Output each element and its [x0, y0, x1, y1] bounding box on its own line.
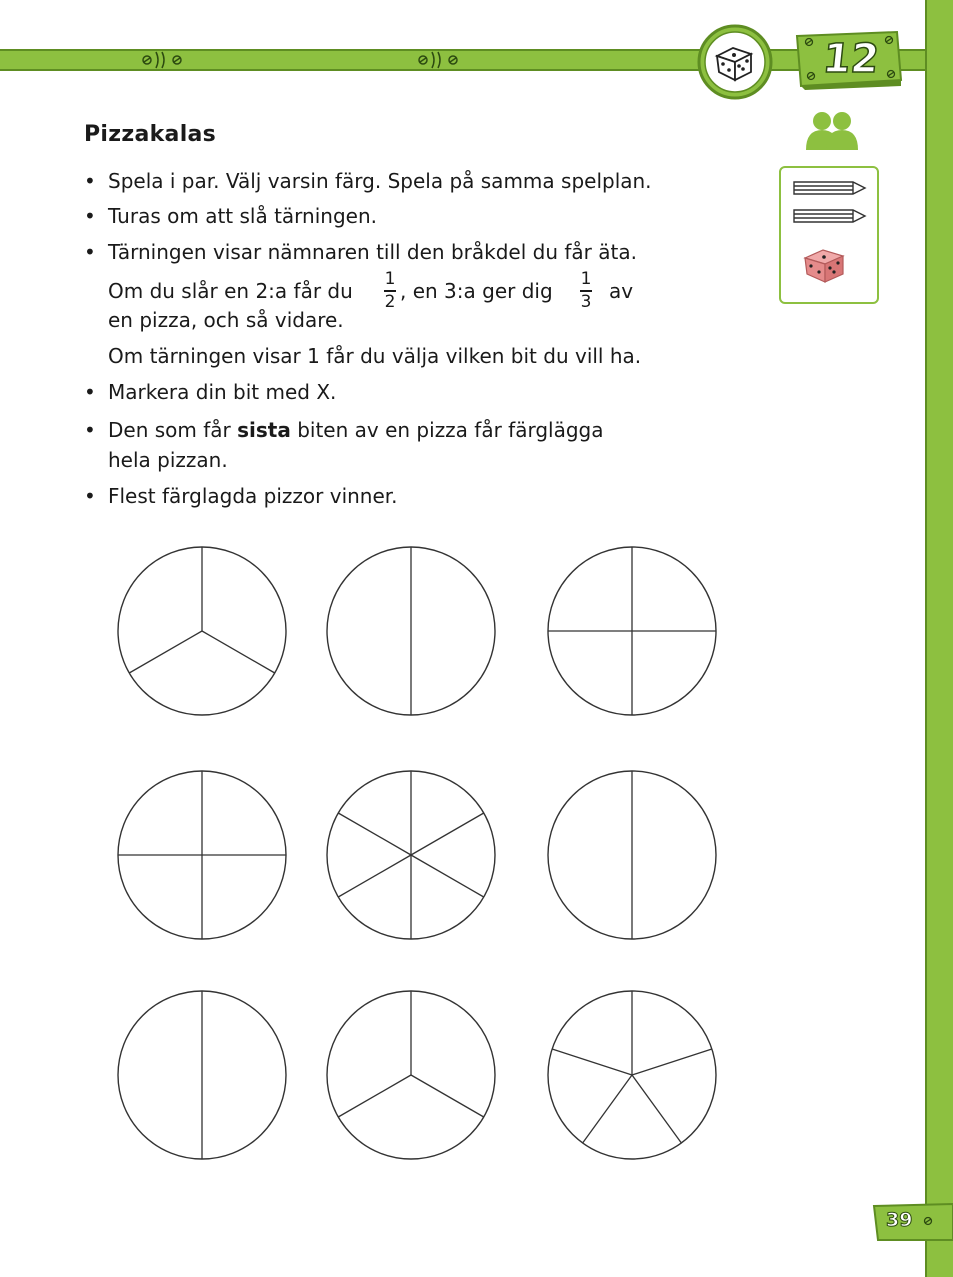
page-number: 39: [886, 1209, 913, 1231]
pizza-3-slices[interactable]: [118, 547, 286, 715]
instruction-3-line-2b: , en 3:a ger dig: [400, 279, 553, 303]
pizza-2-slices[interactable]: [118, 991, 286, 1159]
pizza-4-slices[interactable]: [548, 547, 716, 715]
instruction-5: • Den som får sista biten av en pizza får färglägga: [84, 418, 604, 442]
fraction-third-denominator: 3: [580, 292, 592, 312]
pizza-3-slices[interactable]: [327, 991, 495, 1159]
pizza-5-slices[interactable]: [548, 991, 716, 1159]
instruction-1: • Spela i par. Välj varsin färg. Spela på samma spelplan.: [84, 169, 652, 193]
chapter-number: 12: [820, 36, 882, 82]
instruction-4: • Markera din bit med X.: [84, 380, 337, 404]
instruction-3: • Tärningen visar nämnaren till den bråkdel du får äta.: [84, 240, 637, 264]
instruction-3-line-2c: av: [609, 279, 634, 303]
pizza-2-slices[interactable]: [548, 771, 716, 939]
instruction-2: • Turas om att slå tärningen.: [84, 204, 377, 228]
instruction-3-line-2a: Om du slår en 2:a får du: [108, 279, 353, 303]
instruction-3-line-4: Om tärningen visar 1 får du välja vilken bit du vill ha.: [108, 344, 642, 368]
fraction-half-numerator: 1: [384, 269, 396, 289]
pizza-6-slices[interactable]: [327, 771, 495, 939]
right-frame-bar: [925, 0, 953, 1277]
pizza-2-slices[interactable]: [327, 547, 495, 715]
fraction-half-denominator: 2: [384, 292, 396, 312]
instruction-3-line-3: en pizza, och så vidare.: [108, 308, 344, 332]
instruction-5-line-2: hela pizzan.: [108, 448, 228, 472]
page-title: Pizzakalas: [84, 122, 217, 147]
instruction-6: • Flest färglagda pizzor vinner.: [84, 484, 398, 508]
fraction-third-numerator: 1: [580, 269, 592, 289]
page-number-tab: [872, 1202, 953, 1242]
pizza-4-slices[interactable]: [118, 771, 286, 939]
